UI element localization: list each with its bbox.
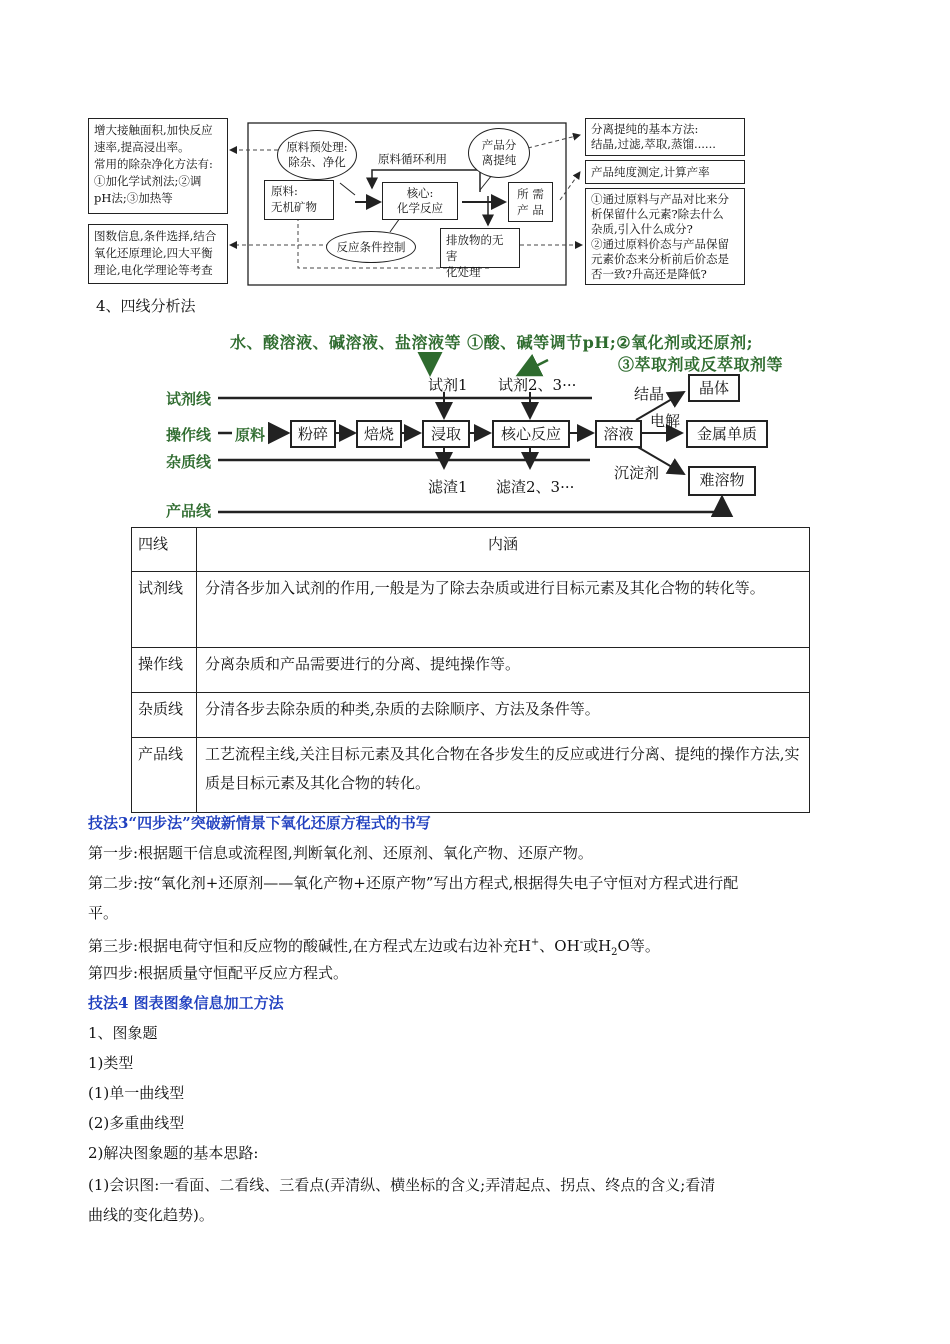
box-line: ①通过原料与产品对比来分 — [591, 192, 729, 206]
purity-box: 产品纯度测定,计算产率 — [585, 160, 745, 184]
superscript: - — [579, 937, 584, 948]
box-line: 原料: — [271, 184, 298, 198]
insoluble-box: 难溶物 — [688, 466, 756, 496]
section-heading: 4、四线分析法 — [96, 297, 196, 315]
superscript: + — [530, 937, 540, 948]
step4-text: 第四步:根据质量守恒配平反应方程式。 — [88, 964, 349, 982]
note-line: 图数信息,条件选择,结合 — [94, 229, 217, 243]
bubble-line: 产品分 — [481, 138, 517, 152]
step-crush-box: 粉碎 — [290, 420, 336, 448]
table-cell: 分清各步加入试剂的作用,一般是为了除去杂质或进行目标元素及其化合物的转化等。 — [197, 572, 810, 648]
table-cell: 试剂线 — [132, 572, 197, 648]
box-line: 析保留什么元素?除去什么 — [591, 207, 724, 221]
reagent23-label: 试剂2、3··· — [498, 376, 577, 394]
electrolysis-label: 电解 — [650, 412, 681, 430]
step2-text: 第二步:按“氧化剂+还原剂——氧化产物+还原产物”写出方程式,根据得失电子守恒对方程式进行配 — [88, 874, 739, 892]
bubble-line: 除杂、净化 — [288, 155, 346, 169]
step3-part: 、OH — [539, 937, 580, 955]
impurity-line-label: 杂质线 — [166, 453, 212, 471]
subscript: 2 — [611, 947, 618, 958]
note-line: 理论,电化学理论等考查 — [94, 263, 213, 277]
list-item: 2)解决图象题的基本思路: — [88, 1144, 259, 1162]
recycle-label: 原料循环利用 — [378, 152, 447, 166]
residue1-label: 滤渣1 — [428, 478, 468, 496]
reagent-line-label: 试剂线 — [166, 390, 212, 408]
step2-text-cont: 平。 — [88, 904, 119, 922]
table-row — [132, 648, 810, 693]
table-cell: 杂质线 — [132, 693, 197, 738]
box-line: 核心: — [406, 186, 434, 200]
table-row — [132, 572, 810, 648]
note-line: 氧化还原理论,四大平衡 — [94, 246, 213, 260]
box-line: 所 需 — [517, 187, 544, 201]
box-line: ②通过原料价态与产品保留 — [591, 237, 729, 251]
diagram2-lines — [0, 0, 950, 530]
step3-part: O等。 — [617, 937, 660, 955]
residue23-label: 滤渣2、3··· — [496, 478, 575, 496]
note-line: pH法;③加热等 — [94, 191, 173, 205]
note-line: ①加化学试剂法;②调 — [94, 174, 202, 188]
table-cell: 工艺流程主线,关注目标元素及其化合物在各步发生的反应或进行分离、提纯的操作方法,实质是目标元素及其化合物的转化。 — [197, 738, 810, 813]
list-item: 1、图象题 — [88, 1024, 158, 1042]
table-row — [132, 693, 810, 738]
table-row — [132, 738, 810, 813]
technique3-heading: 技法3“四步法”突破新情景下氧化还原方程式的书写 — [88, 814, 431, 832]
list-item: (1)会识图:一看面、二看线、三看点(弄清纵、横坐标的含义;弄清起点、拐点、终点的含义;看清 — [88, 1176, 716, 1194]
box-line: 元素价态来分析前后价态是 — [591, 252, 729, 266]
table-cell: 分离杂质和产品需要进行的分离、提纯操作等。 — [197, 648, 810, 693]
reagent-examples-line1: 水、酸溶液、碱溶液、盐溶液等 ①酸、碱等调节pH;②氧化剂或还原剂; — [230, 333, 754, 352]
table-header-cell: 内涵 — [197, 528, 810, 572]
note-line: 增大接触面积,加快反应 — [94, 123, 213, 137]
list-item: 1)类型 — [88, 1054, 134, 1072]
list-item: (2)多重曲线型 — [88, 1114, 185, 1132]
box-line: 结晶,过滤,萃取,蒸馏...... — [591, 137, 716, 151]
step-core-reaction-box: 核心反应 — [492, 420, 570, 448]
table-cell: 产品线 — [132, 738, 197, 813]
bubble-line: 离提纯 — [481, 153, 517, 167]
box-line: 否一致?升高还是降低? — [591, 267, 707, 281]
raw-material-label: 原料 — [232, 424, 268, 445]
reagent-examples-line2: ③萃取剂或反萃取剂等 — [618, 355, 784, 374]
note-line: 速率,提高浸出率。 — [94, 140, 190, 154]
table-header-row — [132, 528, 810, 572]
box-line: 排放物的无害 — [446, 233, 504, 263]
metal-box: 金属单质 — [686, 420, 768, 448]
bubble-line: 原料预处理: — [286, 140, 348, 154]
step1-text: 第一步:根据题干信息或流程图,判断氧化剂、还原剂、氧化产物、还原产物。 — [88, 844, 593, 862]
list-item: (1)单一曲线型 — [88, 1084, 185, 1102]
step-roast-box: 焙烧 — [356, 420, 402, 448]
step3-part: 或H — [583, 937, 612, 955]
table-header-cell: 四线 — [132, 528, 197, 572]
note-line: 常用的除杂净化方法有: — [94, 157, 213, 171]
crystal-box: 晶体 — [688, 374, 740, 402]
step-leach-box: 浸取 — [422, 420, 470, 448]
table-cell: 操作线 — [132, 648, 197, 693]
four-line-table — [131, 527, 810, 813]
precipitant-label: 沉淀剂 — [614, 464, 660, 482]
box-line: 产 品 — [517, 203, 544, 217]
box-line: 化学反应 — [397, 201, 443, 215]
list-item-cont: 曲线的变化趋势)。 — [88, 1206, 214, 1224]
reagent1-label: 试剂1 — [428, 376, 468, 394]
step-solution-box: 溶液 — [595, 420, 642, 448]
condition-control-bubble: 反应条件控制 — [326, 231, 416, 263]
product-line-label: 产品线 — [166, 502, 212, 520]
technique4-heading: 技法4 图表图象信息加工方法 — [88, 994, 284, 1012]
step3-part: 第三步:根据电荷守恒和反应物的酸碱性,在方程式左边或右边补充H — [88, 937, 531, 955]
box-line: 化处理 — [446, 265, 481, 279]
operation-line-label: 操作线 — [166, 426, 212, 444]
crystallize-label: 结晶 — [634, 385, 665, 403]
box-line: 无机矿物 — [271, 200, 317, 214]
box-line: 杂质,引入什么成分? — [591, 222, 693, 236]
table-cell: 分清各步去除杂质的种类,杂质的去除顺序、方法及条件等。 — [197, 693, 810, 738]
box-line: 分离提纯的基本方法: — [591, 122, 699, 136]
